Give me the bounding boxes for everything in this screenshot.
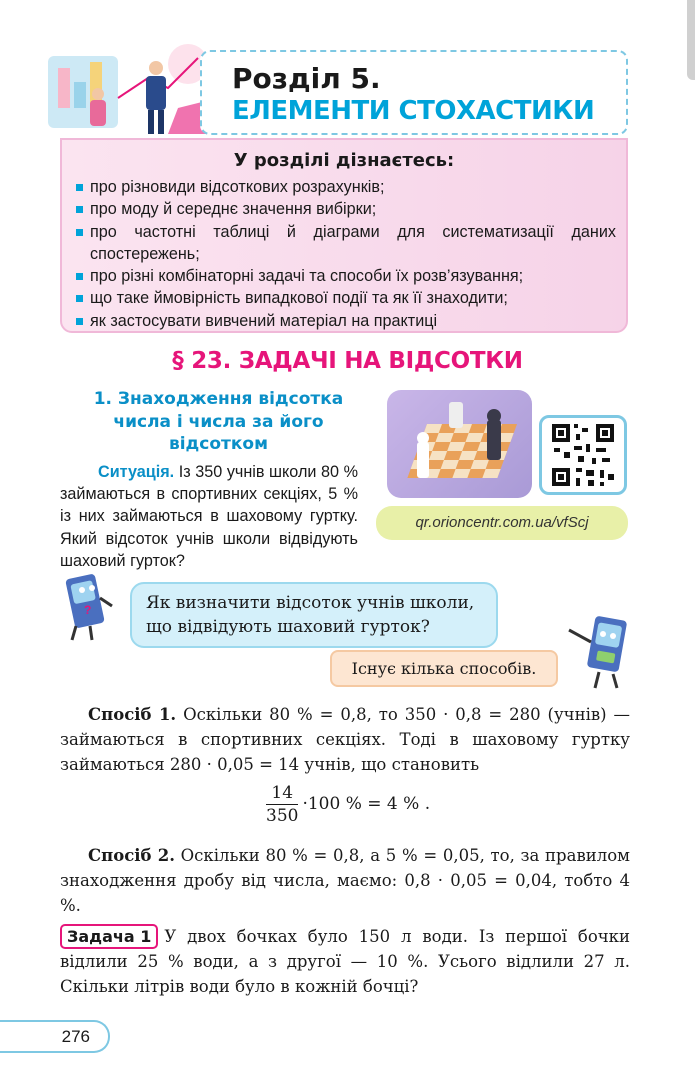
chapter-title: ЕЛЕМЕНТИ СТОХАСТИКИ <box>232 96 595 126</box>
list-item: як застосувати вивчений матеріал на практиці <box>76 310 616 332</box>
qr-code-icon <box>542 418 624 492</box>
chess-image <box>387 390 532 498</box>
person-head <box>149 61 163 75</box>
fraction <box>266 782 298 827</box>
qr-code[interactable] <box>539 415 627 495</box>
robot-right-icon <box>565 612 645 694</box>
method-1-label: Спосіб 1. <box>88 705 177 724</box>
qr-url-link[interactable]: qr.orioncentr.com.ua/vfScj <box>376 506 628 540</box>
learn-box <box>60 138 628 333</box>
chapter-header <box>200 50 628 135</box>
fraction-numerator: 14 <box>266 782 298 805</box>
page-number: 276 <box>0 1020 110 1053</box>
situation-body: Із 350 учнів школи 80 % займаються в спортивних секціях, 5 % із них займаються в шаховому гуртку. Який відсоток учнів школи відвідують шаховий гурток? <box>60 463 358 570</box>
robot-left-icon <box>56 572 116 644</box>
method-2-body: Оскільки 80 % = 0,8, а 5 % = 0,05, то, за правилом знаходження дробу від числа, маємо: 0,8 · 0,05 = 0,04, тобто 4 %. <box>60 846 630 915</box>
page-edge-tab <box>687 0 695 80</box>
task-badge: Задача 1 <box>60 924 158 949</box>
method-2-text <box>60 843 630 918</box>
task-text: У двох бочках було 150 л води. Із першої бочки відлили 25 % води, а з другої — 10 %. Усього відлили 27 л. Скільки літрів води було в кожній бочці? <box>60 927 630 996</box>
learn-list <box>76 176 616 332</box>
fraction-denominator: 350 <box>266 806 299 826</box>
chapter-number: Розділ 5. <box>232 62 381 95</box>
person-leg <box>158 110 164 134</box>
list-item: про різні комбінаторні задачі та способи їх розв’язування; <box>76 265 616 287</box>
person-body <box>146 76 166 110</box>
svg-text:?: ? <box>84 603 92 617</box>
person-head <box>92 88 104 100</box>
person-leg <box>148 110 154 134</box>
situation-text <box>60 461 358 572</box>
chess-board-icon <box>387 390 532 498</box>
list-item: про моду й середнє значення вибірки; <box>76 198 616 220</box>
task-1 <box>60 924 630 999</box>
list-item: про різновиди відсоткових розрахунків; <box>76 176 616 198</box>
media-card <box>387 390 627 502</box>
situation-label: Ситуація. <box>98 463 175 481</box>
percent-formula <box>266 782 430 827</box>
learn-title: У розділі дізнаєтесь: <box>233 150 455 171</box>
list-item: про частотні таблиці й діаграми для систематизації даних спостережень; <box>76 221 616 266</box>
formula-rest: ·100 % = 4 % . <box>302 794 431 814</box>
subsection-title: 1. Знаходження відсотка числа і числа за його відсотком <box>93 389 344 454</box>
bar-shape <box>74 82 86 108</box>
method-1-body: Оскільки 80 % = 0,8, то 350 · 0,8 = 280 (учнів) — займаються в спортивних секціях. Тоді в шаховому гуртку займаються 280 · 0,05 = 14 учнів, що становить <box>60 705 630 774</box>
answer-bubble: Існує кілька способів. <box>330 650 558 687</box>
list-item: що таке ймовірність випадкової події та як її знаходити; <box>76 287 616 309</box>
section-title: § 23. ЗАДАЧІ НА ВІДСОТКИ <box>172 348 523 374</box>
question-bubble: Як визначити відсоток учнів школи, що відвідують шаховий гурток? <box>130 582 498 648</box>
method-1-text <box>60 702 630 777</box>
method-2-label: Спосіб 2. <box>88 846 175 865</box>
bar-shape <box>58 68 70 108</box>
person-body <box>90 100 106 126</box>
